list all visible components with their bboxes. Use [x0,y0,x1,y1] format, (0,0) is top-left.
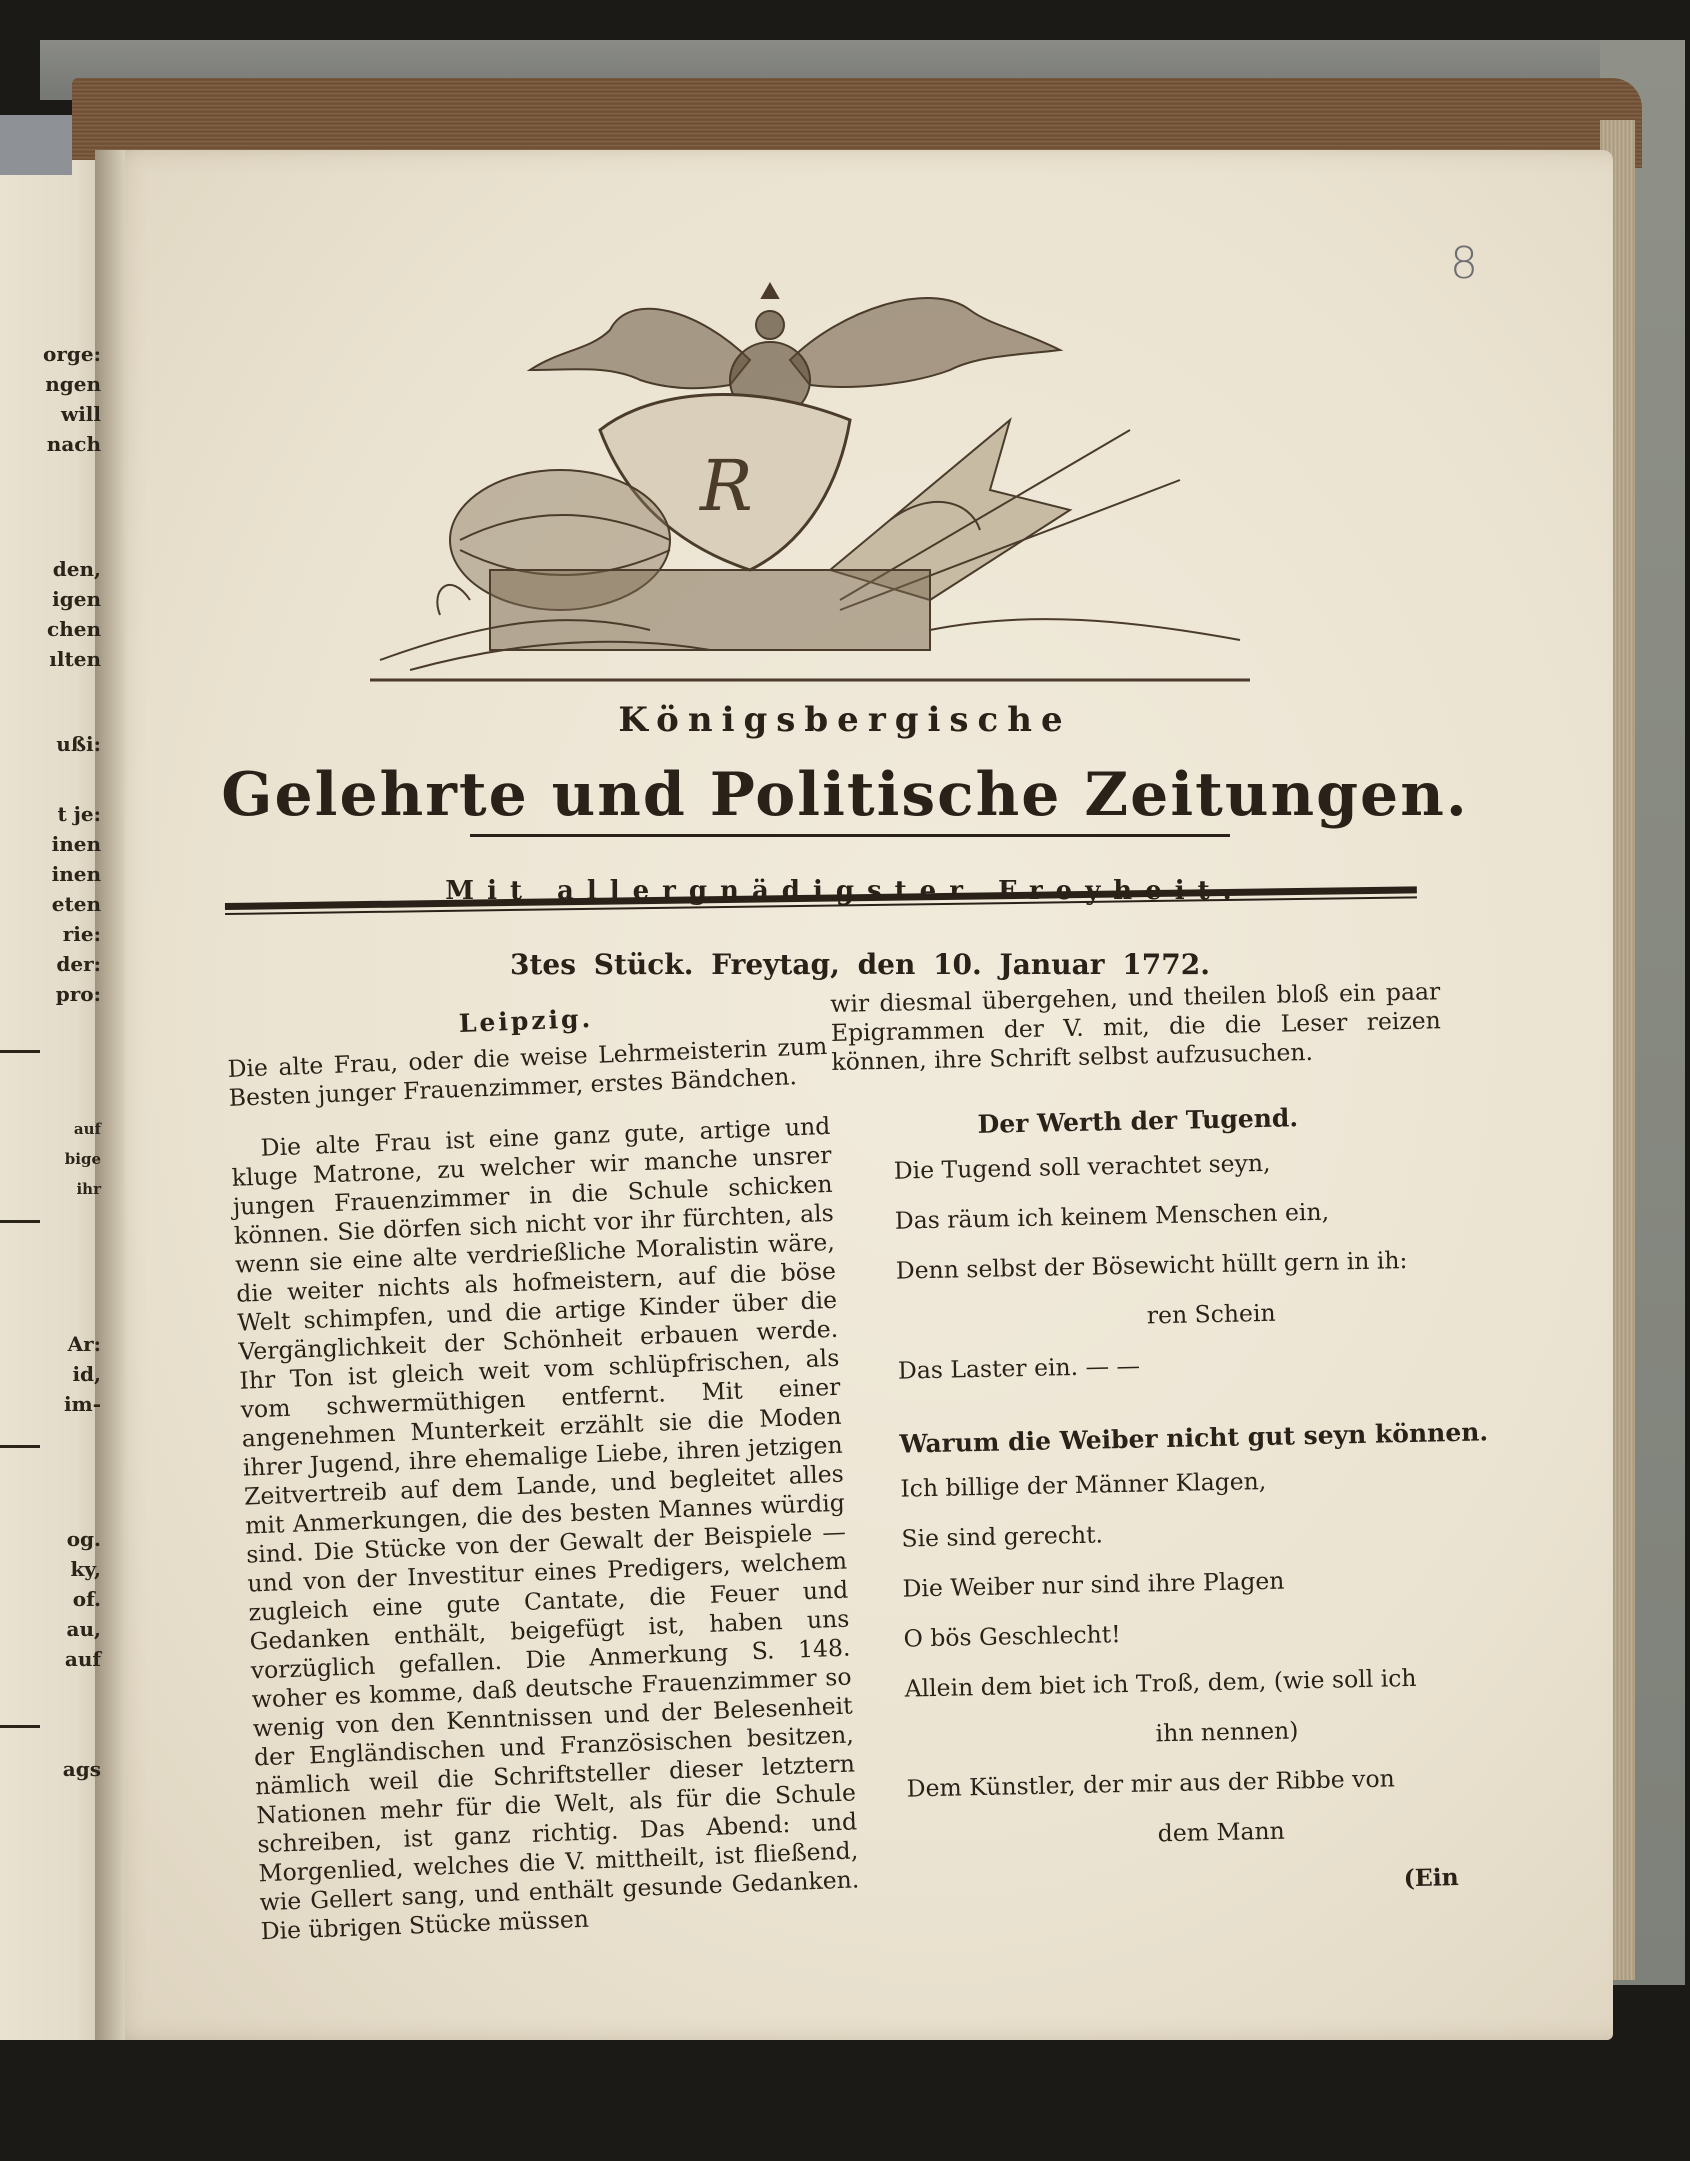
left-page-fragment: ngen [45,372,101,396]
left-page-fragment: ihr [76,1180,101,1198]
svg-text:R: R [700,445,753,527]
left-page-fragment: chen [47,617,101,641]
left-page-rule [0,1725,40,1728]
left-page-fragment: og. [66,1527,101,1551]
left-page-fragment: id, [72,1362,101,1386]
book-title: Die alte Frau, oder die weise Lehrmeisterin zum Besten junger Frauenzimmer, erstes Bändchen. [227,1031,828,1112]
left-page-fragment: der: [56,952,101,976]
masthead-rule [470,834,1230,837]
folio-number: 8 [1450,238,1478,289]
masthead-title: Gelehrte und Politische Zeitungen. [221,760,1469,830]
left-page-rule [0,1445,40,1448]
poem-1-line: Denn selbst der Bösewicht hüllt gern in ih: [895,1245,1408,1285]
left-page-fragment: au, [66,1617,101,1641]
left-cover-corner [0,115,72,175]
poem-1-line: Das Laster ein. — — [897,1351,1141,1385]
catchword: (Ein [1403,1863,1460,1893]
eagle-vignette [370,270,1250,690]
left-page-fragment: eten [51,892,101,916]
left-page-fragment: Ar: [67,1332,101,1356]
left-page-fragment: nach [46,432,101,456]
poem-1-line: Das räum ich keinem Menschen ein, [894,1197,1330,1235]
left-page-fragment: will [60,402,101,426]
left-page-fragment: inen [51,862,101,886]
left-page-fragment: ags [62,1757,101,1781]
masthead-line-1: Königsbergische [618,700,1072,740]
left-page-fragment: of. [72,1587,101,1611]
left-page-fragment: pro: [55,982,101,1006]
poem-2-title: Warum die Weiber nicht gut seyn können. [899,1417,1489,1459]
poem-2-line: Dem Künstler, der mir aus der Ribbe von [906,1764,1395,1803]
poem-2-line: Die Weiber nur sind ihre Plagen [902,1566,1285,1603]
left-page-fragment: auf [73,1120,101,1138]
poem-1-title: Der Werth der Tugend. [977,1103,1299,1139]
poem-2-line: Sie sind gerecht. [901,1520,1104,1553]
left-page-fragment: inen [51,832,101,856]
left-page-fragment: rie: [62,922,101,946]
poem-2-line: Ich billige der Männer Klagen, [900,1466,1267,1503]
review-continuation: wir diesmal übergehen, und theilen bloß ein paar Epigrammen der V. mit, die die Leser reizen können, ihre Schrift selbst aufzusuchen. [830,977,1442,1076]
review-body: Die alte Frau ist eine ganz gute, artige und kluge Matrone, zu welcher wir manche unsrer jungen Frauenzimmer in die Schule schicken können. Sie dörfen sich nicht vor ihr fürchten, als wenn sie eine alte verdrießliche Moralistin wäre, die weiter nichts als hofmeistern, auf die böse Welt schimpfen, und die artige Kinder über die Vergänglichkeit der Schönheit erbauen werde. Ihr Ton ist gleich weit vom schlüpfrischen, als vom schwermüthigen entfernt. Mit einer angenehmen Munterkeit erzählt sie die Moden ihrer Jugend, ihre ehemalige Liebe, ihren jetzigen Zeitvertreib auf dem Lande, und begleitet alles mit Anmerkungen, die des besten Mannes würdig sind. Die Stücke von der Gewalt der Beispiele — und von der Investitur eines Predigers, welchem zugleich eine gute Cantate, die Feuer und Gedanken enthält, beigefügt ist, haben uns vorzüglich gefallen. Die Anmerkung S. 148. woher es komme, daß deutsche Frauenzimmer so wenig von den Kenntnissen und der Belesenheit der Engländischen und Französischen besitzen, nämlich weil die Schriftsteller dieser letztern Nationen mehr für die Welt, als für die Schule schreiben, ist ganz richtig. Das Abend: und Morgenlied, welches die V. mittheilt, ist fließend, wie Gellert sang, und enthält gesunde Gedanken. Die übrigen Stücke müssen [231,1111,860,1946]
poem-1-line: ren Schein [1146,1298,1276,1330]
poem-2-line: Allein dem biet ich Troß, dem, (wie soll ich [904,1663,1417,1703]
left-page-rule [0,1220,40,1223]
poem-2-line: O bös Geschlecht! [903,1620,1121,1653]
left-page-fragment: im- [63,1392,101,1416]
left-column [225,977,861,1946]
left-page-rule [0,1050,40,1053]
left-page-fragment: ılten [49,647,101,671]
left-page-fragment: auf [64,1647,101,1671]
masthead-privilege: Mit allergnädigster Freyheit. [445,876,1245,906]
poem-2-line: dem Mann [1157,1816,1286,1848]
left-page-fragment: igen [52,587,101,611]
section-heading: Leipzig. [458,1003,594,1039]
poem-2-line: ihn nennen) [1155,1716,1299,1748]
left-page-fragment: ußi: [56,732,101,756]
left-page-fragment: bige [64,1150,101,1168]
left-page-fragment: orge: [43,342,101,366]
right-column [830,977,1489,1905]
left-page-fragment: t je: [57,802,101,826]
issue-dateline: 3tes Stück. Freytag, den 10. Januar 1772. [510,948,1210,981]
left-page-fragment: ky, [70,1557,101,1581]
left-page-fragment: den, [52,557,101,581]
poem-1-line: Die Tugend soll verachtet seyn, [893,1148,1271,1185]
